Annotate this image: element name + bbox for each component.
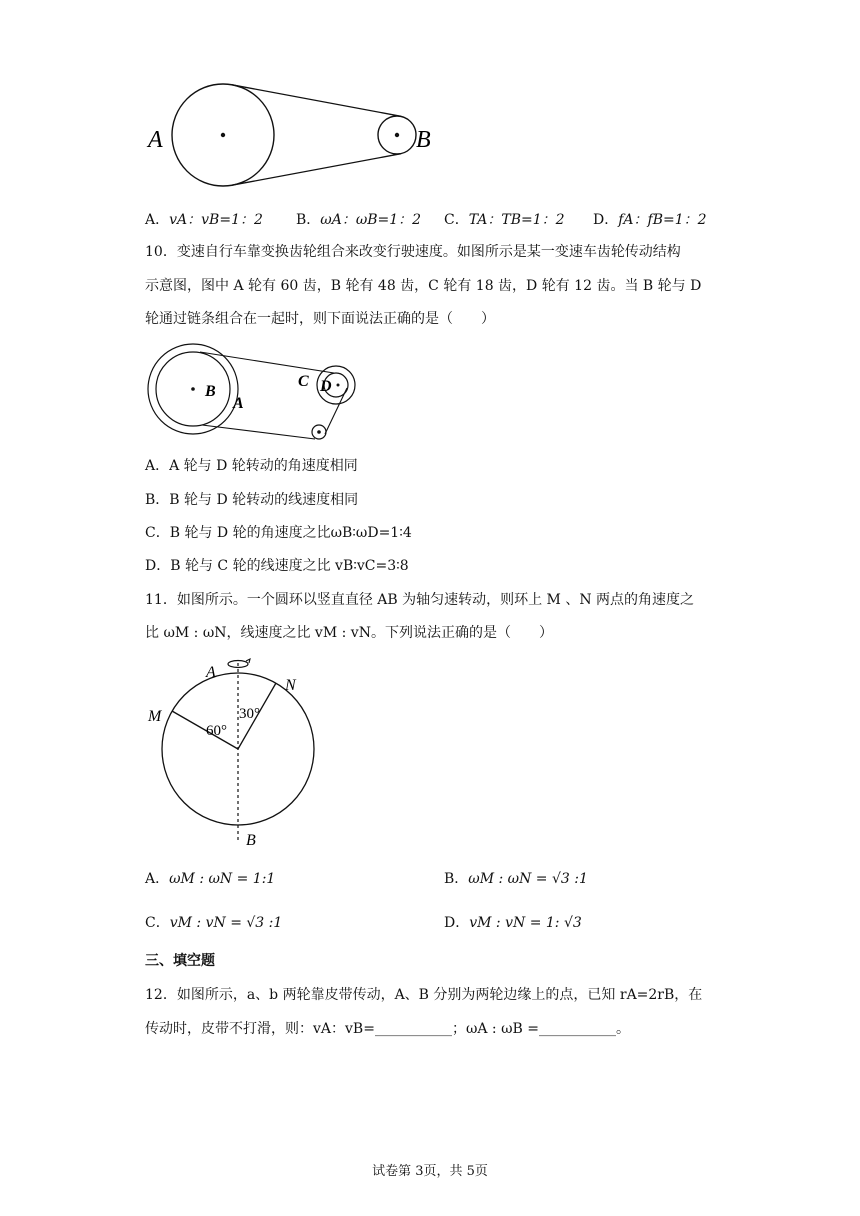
q10-stem-line-2: 示意图，图中 A 轮有 60 齿，B 轮有 48 齿，C 轮有 18 齿，D 轮有 12 齿。当 B 轮与 D [145,278,702,294]
q11-angle-n: 30° [239,706,260,722]
q11-ring-figure [140,655,320,850]
q11-option-b: B．ωM : ωN = √3 :1 [444,871,588,887]
q10-option-d: D．B 轮与 C 轮的线速度之比 vB∶vC=3∶8 [145,558,409,574]
q11-label-n: N [285,677,296,694]
page-footer: 试卷第 3页，共 5页 [372,1164,488,1179]
q10-label-b: B [205,383,216,400]
q11-stem-line-1: 11．如图所示。一个圆环以竖直直径 AB 为轴匀速转动，则环上 M 、N 两点的角速度之 [145,592,695,608]
q9-option-a: A．vA：vB=1：2 [145,212,263,228]
q10-option-a: A．A 轮与 D 轮转动的角速度相同 [145,458,358,474]
q9-option-b: B．ωA：ωB=1：2 [296,212,422,228]
q12-stem-line-1: 12．如图所示，a、b 两轮靠皮带传动，A、B 分别为两轮边缘上的点，已知 rA=2rB，在 [145,987,703,1003]
q9-belt-bottom [232,154,401,186]
q9-option-c: C．TA：TB=1：2 [444,212,565,228]
section-title: 三、填空题 [145,953,215,969]
q10-label-a: A [233,395,244,412]
q11-label-a: A [206,664,216,681]
q9-label-b: B [416,127,431,153]
q11-option-a: A．ωM : ωN = 1:1 [145,871,276,887]
q10-label-d: D [320,378,332,395]
q9-label-a: A [148,127,163,153]
q9-belt-figure [140,80,450,195]
q11-label-b: B [246,832,256,849]
q10-gear-figure [140,340,370,450]
q10-stem-line-3: 轮通过链条组合在一起时，则下面说法正确的是（ ） [145,311,495,327]
q10-option-c: C．B 轮与 D 轮的角速度之比ωB∶ωD=1∶4 [145,525,412,541]
q11-radius-m [172,711,238,749]
q11-angle-m: 60° [206,723,227,739]
q11-option-c: C．vM : vN = √3 :1 [145,915,283,931]
q11-label-m: M [148,708,162,725]
q10-stem-line-1: 10．变速自行车靠变换齿轮组合来改变行驶速度。如图所示是某一变速车齿轮传动结构 [145,244,681,260]
q10-label-c: C [298,373,309,390]
q9-option-d: D．fA：fB=1：2 [593,212,707,228]
q9-belt-top [232,85,401,117]
q12-stem-line-2: 传动时，皮带不打滑，则：vA：vB=___________；ωA : ωB =___________。 [145,1021,630,1037]
q11-stem-line-2: 比 ωM : ωN，线速度之比 vM : vN。下列说法正确的是（ ） [145,625,553,641]
q11-option-d: D．vM : vN = 1: √3 [444,915,582,931]
q10-option-b: B．B 轮与 D 轮转动的线速度相同 [145,492,359,508]
